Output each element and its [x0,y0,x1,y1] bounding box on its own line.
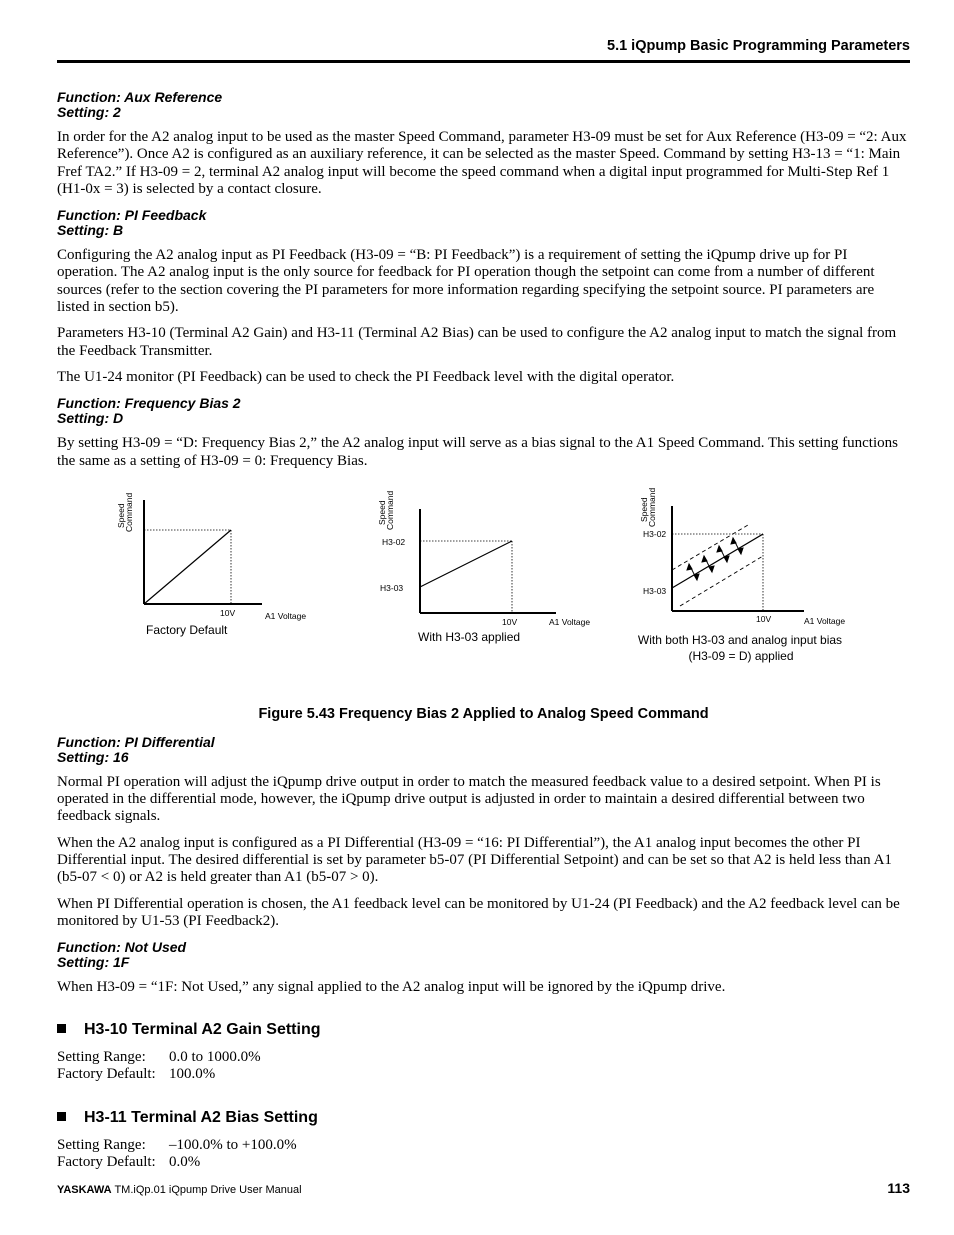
default-label: Factory Default: [57,1154,156,1171]
bias-upper-line [672,525,748,570]
graph-caption: With H3-03 applied [418,629,521,644]
setting-title: Setting: B [57,222,124,239]
function-heading [57,396,910,426]
default-value: 100.0% [169,1065,216,1082]
section-heading [57,1109,910,1127]
setting-title: Setting: D [57,410,124,427]
graph-caption-line2: (H3-09 = D) applied [688,648,794,663]
default-label: Factory Default: [57,1065,156,1082]
x-label: A1 Voltage [265,610,307,621]
graph-caption-line1: With both H3-03 and analog input bias [637,632,843,647]
paragraph: When H3-09 = “1F: Not Used,” any signal applied to the A2 analog input will be ignored by the iQpump drive. [57,979,726,996]
bias-lower-line [680,556,763,606]
function-title: Function: PI Feedback [57,207,207,224]
function-heading [57,90,910,120]
graph-h303-and-bias [638,487,845,662]
setting-title: Setting: 1F [57,954,130,971]
section-title: H3-11 Terminal A2 Bias Setting [84,1109,318,1127]
paragraph: Parameters H3-10 (Terminal A2 Gain) and H3-11 (Terminal A2 Bias) can be used to configure the A2 analog input to match the signal from the Feedback Transmitter. [57,325,897,359]
function-heading [57,940,910,970]
paragraph: By setting H3-09 = “D: Frequency Bias 2,” the A2 analog input will serve as a bias signal to the A1 Speed Command. This setting functions the same as a setting of H3-09 = 0: Frequency Bias. [57,435,898,469]
y-label-command: Command [647,487,657,527]
function-heading [57,735,910,765]
x-label: A1 Voltage [549,616,591,627]
speed-line [420,541,512,587]
page-number: 113 [887,1180,910,1196]
footer-manual-title: TM.iQp.01 iQpump Drive User Manual [111,1184,302,1196]
page-header [57,38,910,63]
setting-block [57,1049,910,1084]
page-content [57,80,910,1172]
speed-line [672,534,763,588]
y-label-speed: Speed [377,500,387,525]
paragraph: When PI Differential operation is chosen, the A1 feedback level can be monitored by U1-24 (PI Feedback) and the A2 feedback level can be monitored by U1-53 (PI Feedback2). [57,895,900,929]
header-title: 5.1 iQpump Basic Programming Parameters [607,38,910,54]
setting-block [57,1137,910,1172]
function-title: Function: Frequency Bias 2 [57,395,241,412]
function-title: Function: Aux Reference [57,89,223,105]
h303-label: H3-03 [380,582,404,593]
function-heading [57,208,910,238]
range-value: –100.0% to +100.0% [169,1137,297,1154]
section-title: H3-10 Terminal A2 Gain Setting [84,1020,321,1038]
graph-h303-applied [377,490,590,643]
y-label-speed: Speed [116,503,126,528]
y-label-command: Command [124,492,134,532]
x-tick-10v: 10V [756,613,772,624]
default-value: 0.0% [169,1154,201,1171]
paragraph: When the A2 analog input is configured as a PI Differential (H3-09 = “16: PI Differential”), the A1 analog input becomes the other PI Differential input. The desired differential is set by parameter b5-07 (PI Differential Setpoint) and can be set so that A2 is held less than A1 (b5-07 < 0) or A2 is held greater than A1 (b5-07 > 0). [57,834,892,886]
footer-manual [57,1184,302,1196]
figure-frequency-bias [57,480,910,710]
h303-label: H3-03 [643,585,667,596]
x-label: A1 Voltage [804,615,846,626]
figure-graphs [0,480,954,710]
setting-title: Setting: 16 [57,748,129,765]
footer-brand: YASKAWA [57,1184,112,1196]
x-tick-10v: 10V [502,616,518,627]
function-title: Function: PI Differential [57,733,215,750]
function-title: Function: Not Used [57,939,187,956]
speed-line [144,530,231,604]
range-label: Setting Range: [57,1048,146,1065]
y-label-command: Command [385,490,395,530]
graph-factory-default [116,492,306,636]
paragraph: Normal PI operation will adjust the iQpump drive output in order to match the measured feedback value to a desired setpoint. When PI is operated in the differential mode, however, the iQpump drive output is adjusted in order to maintain a desired differential between two feedback signals. [57,773,881,825]
h302-label: H3-02 [643,528,667,539]
paragraph: The U1-24 monitor (PI Feedback) can be used to check the PI Feedback level with the digital operator. [57,368,675,385]
paragraph: In order for the A2 analog input to be used as the master Speed Command, parameter H3-09 must be set for Aux Reference (H3-09 = “2: Aux Reference”). Once A2 is configured as an auxiliary reference, it can be selected as the master Speed. Command by setting H3-13 = “1: Main Fref TA2.” If H3-09 = 2, terminal A2 analog input will become the speed command when a digital input programmed for Multi-Step Ref 1 (H1-0x = 3) is selected by a contact closure. [57,129,907,197]
section-heading [57,1021,910,1039]
h302-label: H3-02 [382,536,406,547]
square-bullet-icon [57,1024,66,1033]
y-label-speed: Speed [639,497,649,522]
range-value: 0.0 to 1000.0% [169,1048,261,1065]
x-tick-10v: 10V [220,607,236,618]
graph-caption: Factory Default [146,622,228,637]
square-bullet-icon [57,1112,66,1121]
paragraph: Configuring the A2 analog input as PI Feedback (H3-09 = “B: PI Feedback”) is a requirement of setting the iQpump drive up for PI operation. The A2 analog input is the only source for feedback for PI operation though the setpoint can come from a number of different sources (refer to the section covering the PI parameters for more information regarding specifying the setpoint source. PI parameters are listed in section b5). [57,247,875,316]
setting-title: Setting: 2 [57,104,121,120]
range-label: Setting Range: [57,1137,146,1154]
figure-caption: Figure 5.43 Frequency Bias 2 Applied to Analog Speed Command [258,705,709,722]
